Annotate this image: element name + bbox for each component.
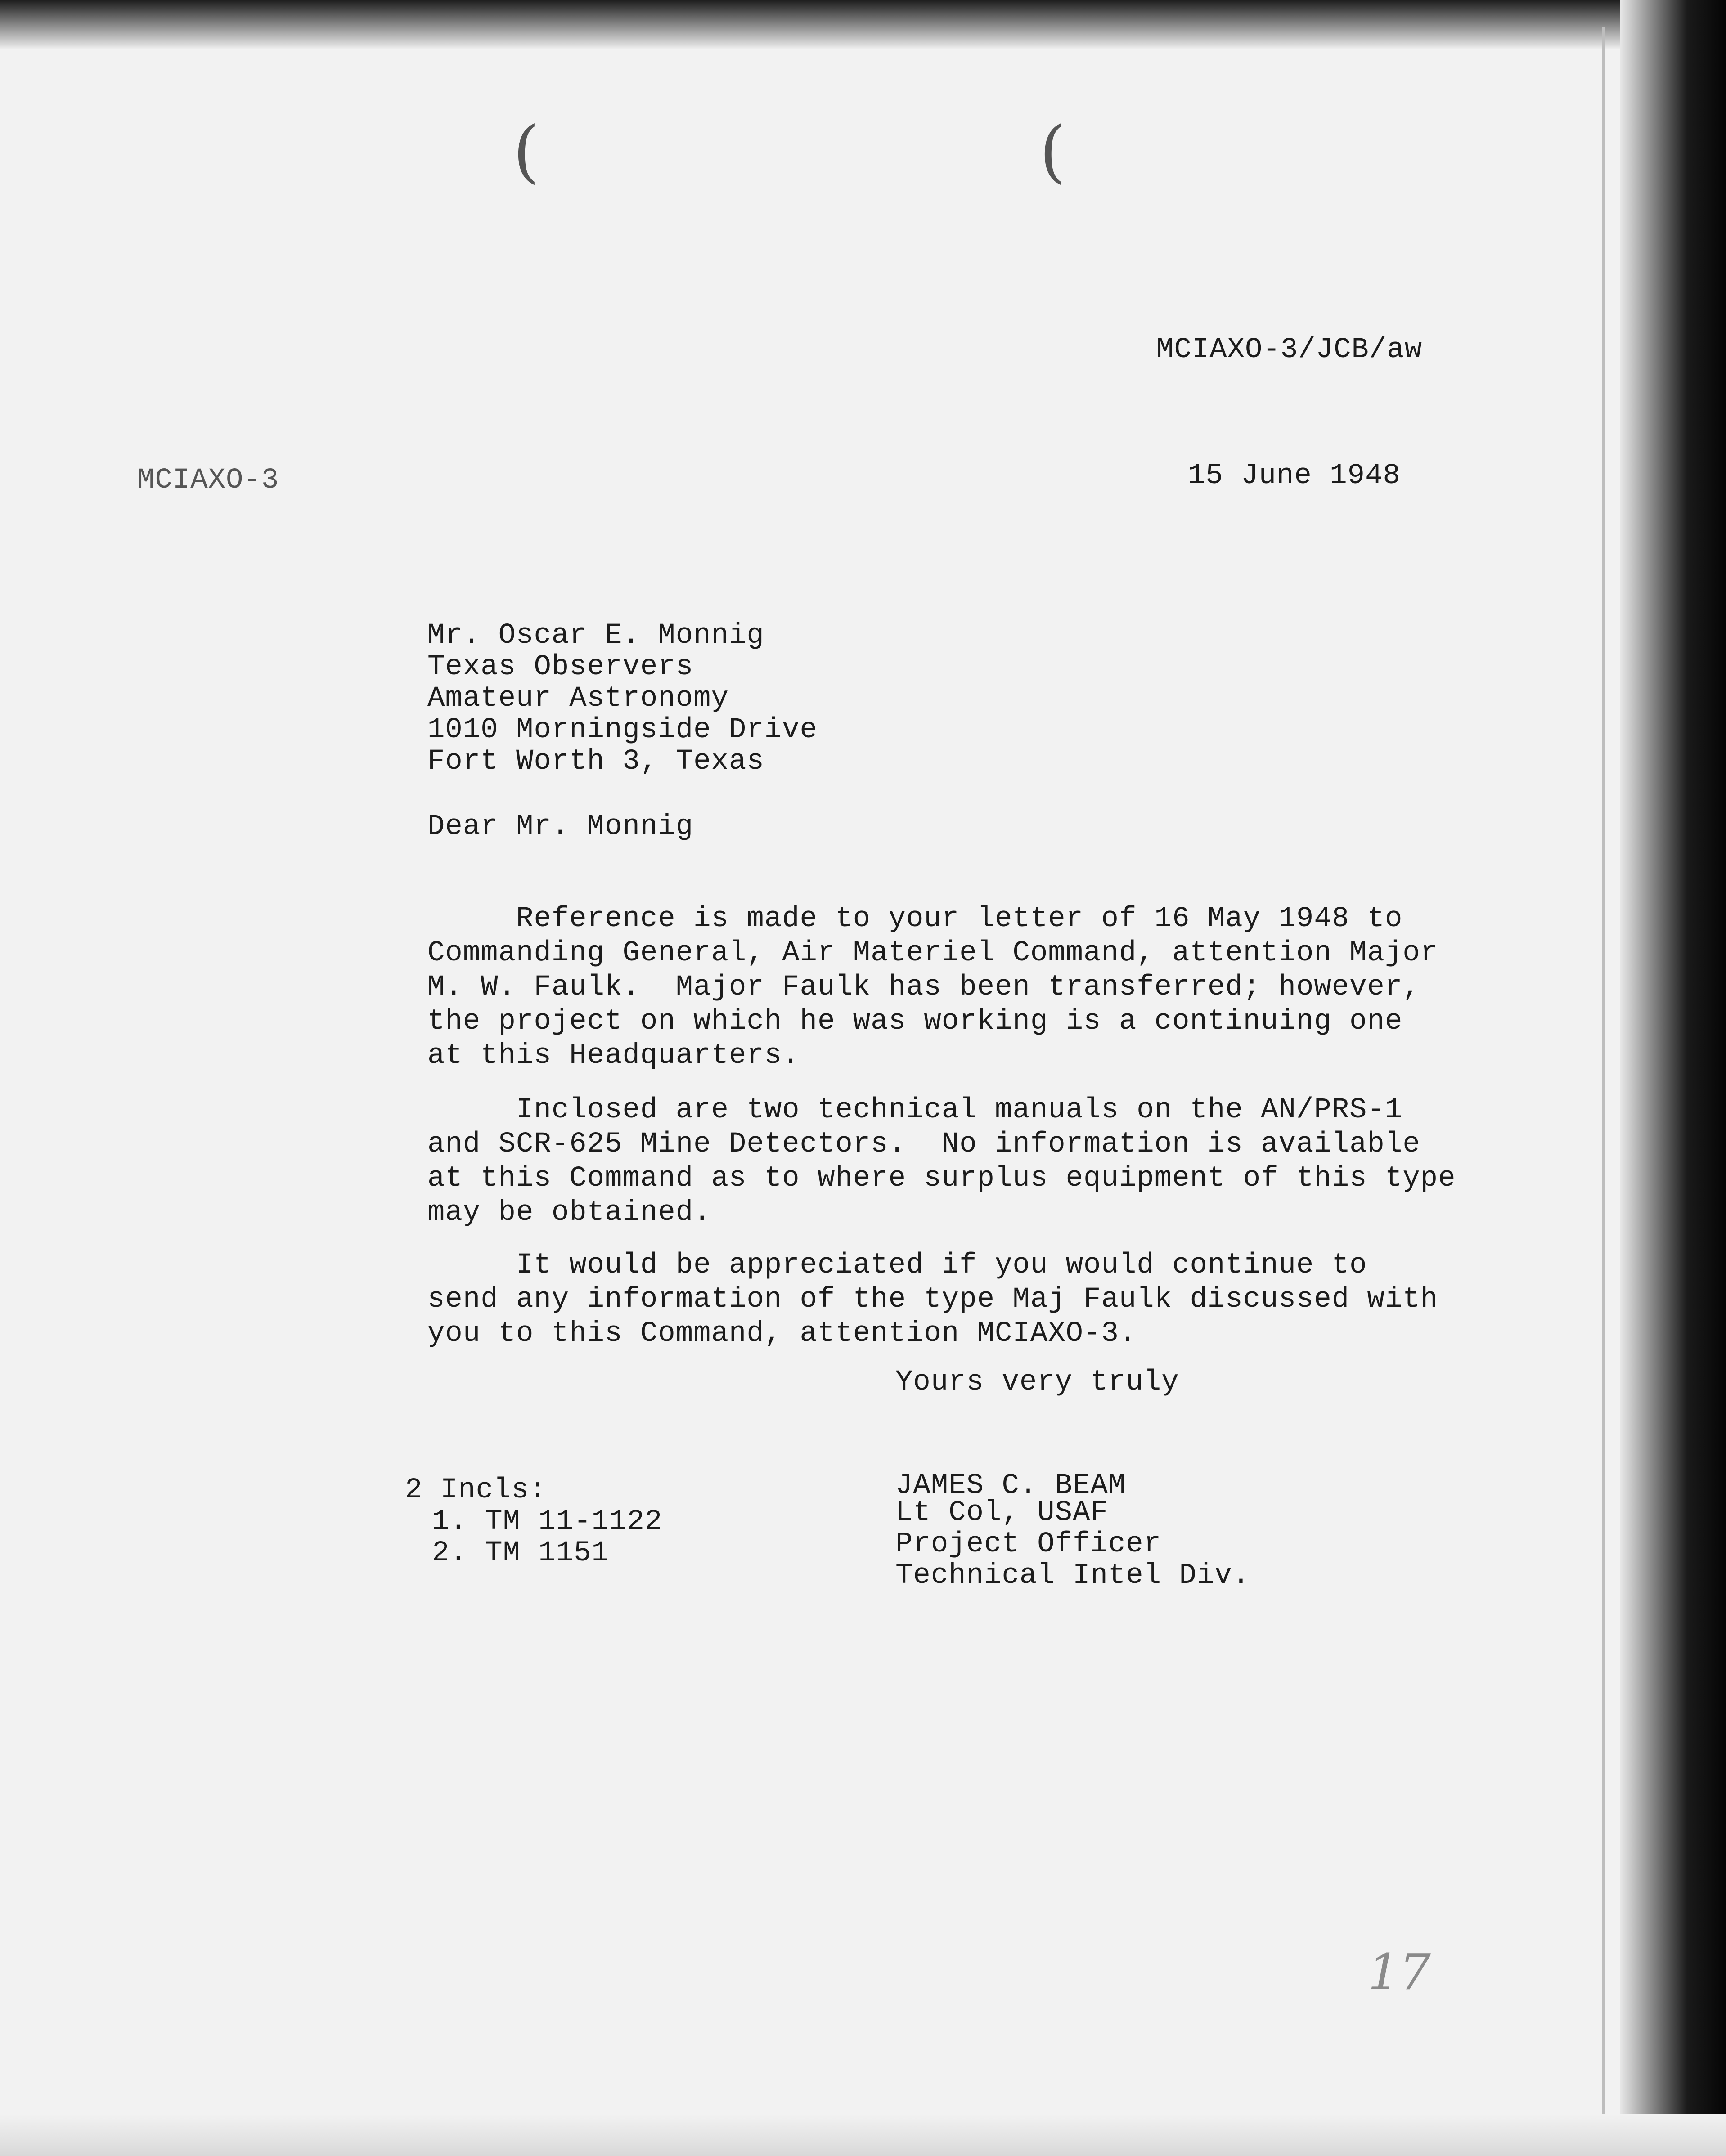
- salutation: Dear Mr. Monnig: [427, 811, 694, 843]
- body-line: It would be appreciated if you would continue to: [427, 1249, 1367, 1282]
- signature-rank: Lt Col, USAF: [895, 1497, 1108, 1529]
- body-paragraph-3: [427, 1248, 1438, 1351]
- closing: Yours very truly: [895, 1366, 1179, 1398]
- address-line: Mr. Oscar E. Monnig: [427, 619, 764, 652]
- signature-title: Project Officer: [895, 1528, 1162, 1560]
- body-line: and SCR-625 Mine Detectors. No information is available: [427, 1128, 1420, 1161]
- enclosure-item: 2. TM 1151: [432, 1537, 610, 1569]
- body-line: Commanding General, Air Materiel Command, attention Major: [427, 937, 1438, 969]
- scan-bottom-edge: [0, 2114, 1726, 2156]
- address-line: Texas Observers: [427, 651, 694, 683]
- signature-block: [895, 1469, 1250, 1593]
- body-line: you to this Command, attention MCIAXO-3.: [427, 1318, 1137, 1350]
- pencil-mark-right: (: [1039, 112, 1066, 191]
- address-line: Fort Worth 3, Texas: [427, 745, 764, 778]
- file-reference-left: MCIAXO-3: [137, 464, 279, 497]
- signature-name: JAMES C. BEAM: [895, 1470, 1126, 1502]
- body-paragraph-2: [427, 1093, 1456, 1230]
- enclosure-item: 1. TM 11-1122: [432, 1506, 663, 1538]
- enclosures-heading: 2 Incls:: [405, 1474, 547, 1506]
- scan-sheet-edge: [1602, 27, 1605, 2119]
- body-line: Inclosed are two technical manuals on the AN/PRS-1: [427, 1094, 1403, 1126]
- enclosures: [405, 1473, 662, 1570]
- body-line: the project on which he was working is a continuing one: [427, 1005, 1403, 1038]
- body-line: at this Headquarters.: [427, 1040, 800, 1072]
- body-paragraph-1: [427, 902, 1438, 1073]
- letter-date: 15 June 1948: [1188, 460, 1401, 492]
- body-line: M. W. Faulk. Major Faulk has been transferred; however,: [427, 971, 1420, 1004]
- signature-division: Technical Intel Div.: [895, 1560, 1250, 1592]
- scan-top-edge: [0, 0, 1726, 49]
- handwritten-page-number: 17: [1368, 1943, 1431, 2001]
- scan-right-edge: [1620, 0, 1726, 2156]
- pencil-mark-left: (: [513, 112, 539, 191]
- address-line: 1010 Morningside Drive: [427, 714, 818, 746]
- body-line: Reference is made to your letter of 16 May 1948 to: [427, 903, 1403, 935]
- body-line: send any information of the type Maj Faulk discussed with: [427, 1283, 1438, 1316]
- address-line: Amateur Astronomy: [427, 682, 729, 715]
- body-line: may be obtained.: [427, 1197, 711, 1229]
- inside-address: [427, 619, 818, 779]
- body-line: at this Command as to where surplus equipment of this type: [427, 1162, 1456, 1195]
- file-reference-top: MCIAXO-3/JCB/aw: [1156, 334, 1423, 366]
